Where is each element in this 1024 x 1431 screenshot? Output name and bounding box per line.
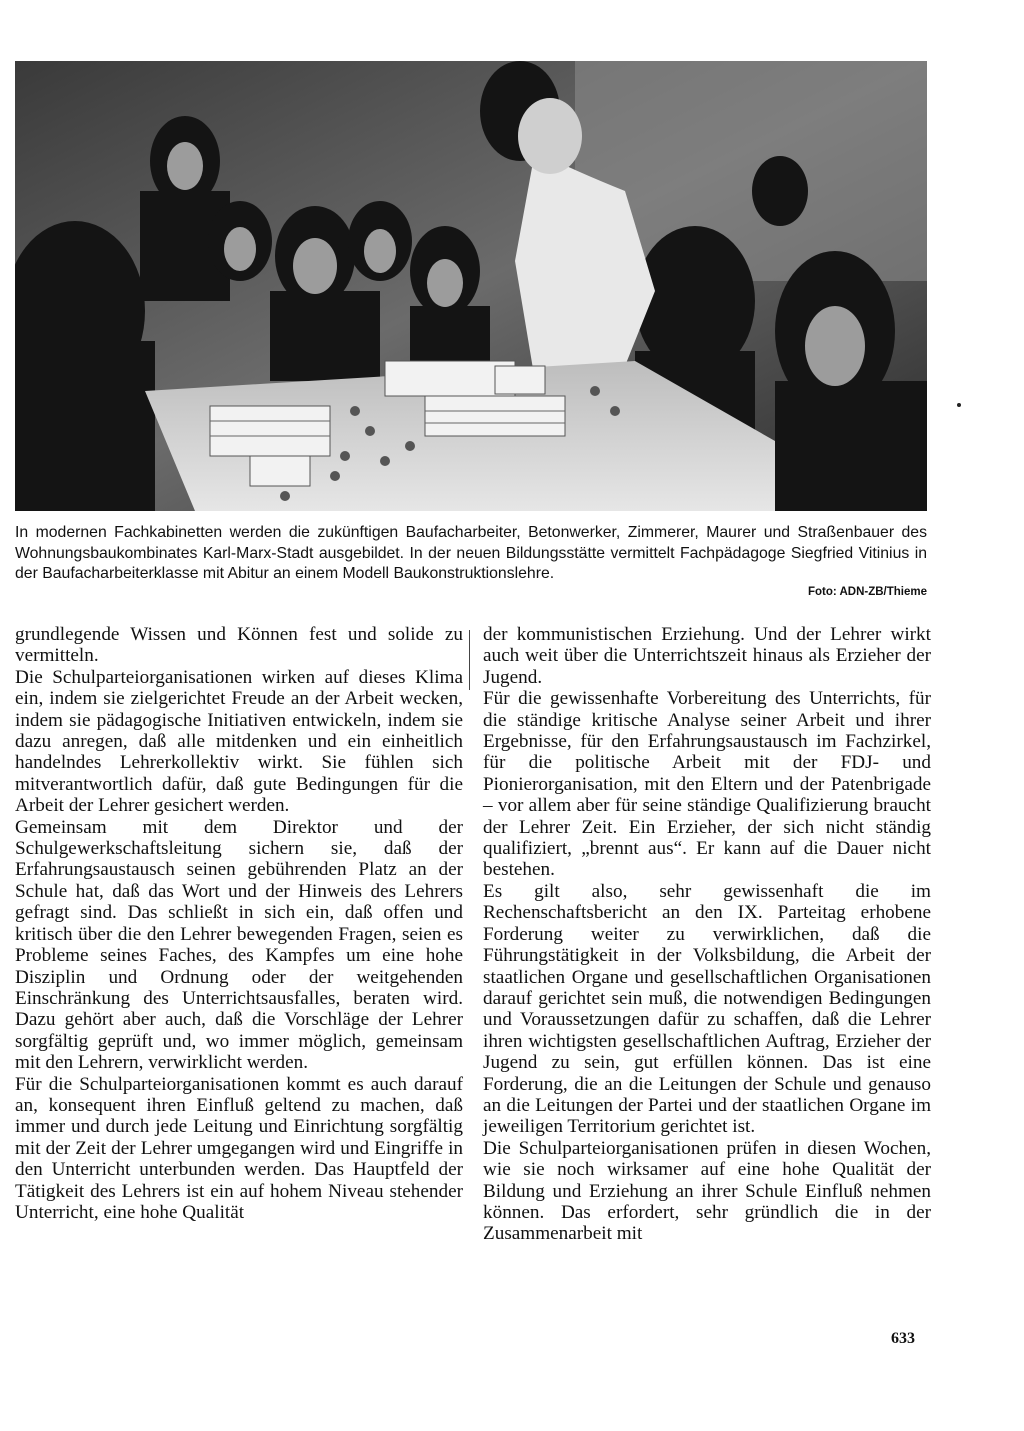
- right-column: [483, 624, 931, 1245]
- paragraph: Für die gewissenhafte Vorbereitung des Unterrichts, für die ständige kritische Analyse seiner Arbeit und ihrer Ergebnisse, für den Erfahrungsaustausch im Fachzirkel, für die politische Arbeit mit der FDJ- und Pionierorganisation, mit den Eltern und der Patenbrigade – vor allem aber für seine ständige Qualifizierung braucht der Lehrer Zeit. Ein Erzieher, der sich nicht ständig qualifiziert, „brennt aus“. Er kann auf die Dauer nicht bestehen.: [483, 688, 931, 881]
- paragraph: Gemeinsam mit dem Direktor und der Schulgewerkschaftsleitung sichern sie, daß der Erfahrungsaustausch seinen gebührenden Platz an der Schule hat, daß das Wort und der Hinweis des Lehrers gefragt sind. Das schließt in sich ein, daß offen und kritisch über die den Lehrer bewegenden Fragen, seien es Probleme seines Faches, des Kampfes um eine hohe Disziplin und Ordnung oder der weitgehenden Einschränkung des Unterrichtsausfalles, beraten wird. Dazu gehört aber auch, daß die Vorschläge der Lehrer sorgfältig geprüft und, wo immer möglich, gemeinsam mit den Lehrern, verwirklicht werden.: [15, 816, 463, 1074]
- classroom-photo: [15, 61, 927, 511]
- photo-illustration: [15, 61, 927, 511]
- paragraph: Es gilt also, sehr gewissenhaft die im Rechenschaftsbericht an den IX. Parteitag erhobene Forderung weiter zu verwirklichen, daß die Führungstätigkeit in der Volksbildung, die Arbeit der staatlichen Organe und gesellschaftlichen Organisationen darauf gerichtet sein muß, die notwendigen Bedingungen und Voraussetzungen dafür zu schaffen, daß die Lehrer ihren wichtigsten gesellschaftlichen Auftrag, Erzieher der Jugend zu sein, gut erfüllen können. Das ist eine Forderung, die an die Leitungen der Schule und genauso an die Leitungen der Partei und der staatlichen Organe im jeweiligen Territorium gerichtet ist.: [483, 880, 931, 1138]
- paragraph: grundlegende Wissen und Können fest und solide zu vermitteln.: [15, 624, 463, 667]
- paragraph: der kommunistischen Erziehung. Und der Lehrer wirkt auch weit über die Unterrichtszeit hinaus als Erzieher der Jugend.: [483, 624, 931, 688]
- paragraph: Die Schulparteiorganisationen wirken auf dieses Klima ein, indem sie zielgerichtet Freude an der Arbeit wecken, indem sie pädagogische Initiativen entwickeln, indem sie dazu anregen, daß alle mitdenken und ein einheitlich handelndes Lehrerkollektiv wirkt. Sie fühlen sich mitverantwortlich dafür, daß gute Bedingungen für die Arbeit der Lehrer gesichert werden.: [15, 666, 463, 817]
- photo-credit: Foto: ADN-ZB/Thieme: [807, 586, 927, 598]
- column-rule: [469, 630, 470, 690]
- paragraph: Die Schulparteiorganisationen prüfen in diesen Wochen, wie sie noch wirksamer auf eine hohe Qualität der Bildung und Erziehung an ihrer Schule Einfluß nehmen können. Das erfordert, sehr gründlich die in der Zusammenarbeit mit: [483, 1137, 931, 1245]
- left-column: [15, 624, 463, 1223]
- margin-dot: [957, 403, 961, 407]
- paragraph: Für die Schulparteiorganisationen kommt es auch darauf an, konsequent ihren Einfluß geltend zu machen, daß immer und durch jede Leitung und Einrichtung sorgfältig mit der Zeit der Lehrer umgegangen wird und Eingriffe in den Unterricht unterbunden werden. Das Hauptfeld der Tätigkeit des Lehrers ist ein auf hohem Niveau stehender Unterricht, eine hohe Qualität: [15, 1073, 463, 1223]
- page-number: 633: [891, 1330, 915, 1347]
- photo-caption: In modernen Fachkabinetten werden die zukünftigen Baufacharbeiter, Betonwerker, Zimmerer, Maurer und Straßenbauer des Wohnungsbaukombinates Karl-Marx-Stadt ausgebildet. In der neuen Bildungsstätte vermittelt Fachpädagoge Siegfried Vitinius in der Baufacharbeiterklasse mit Abitur an einem Modell Baukonstruktionslehre.: [15, 524, 927, 582]
